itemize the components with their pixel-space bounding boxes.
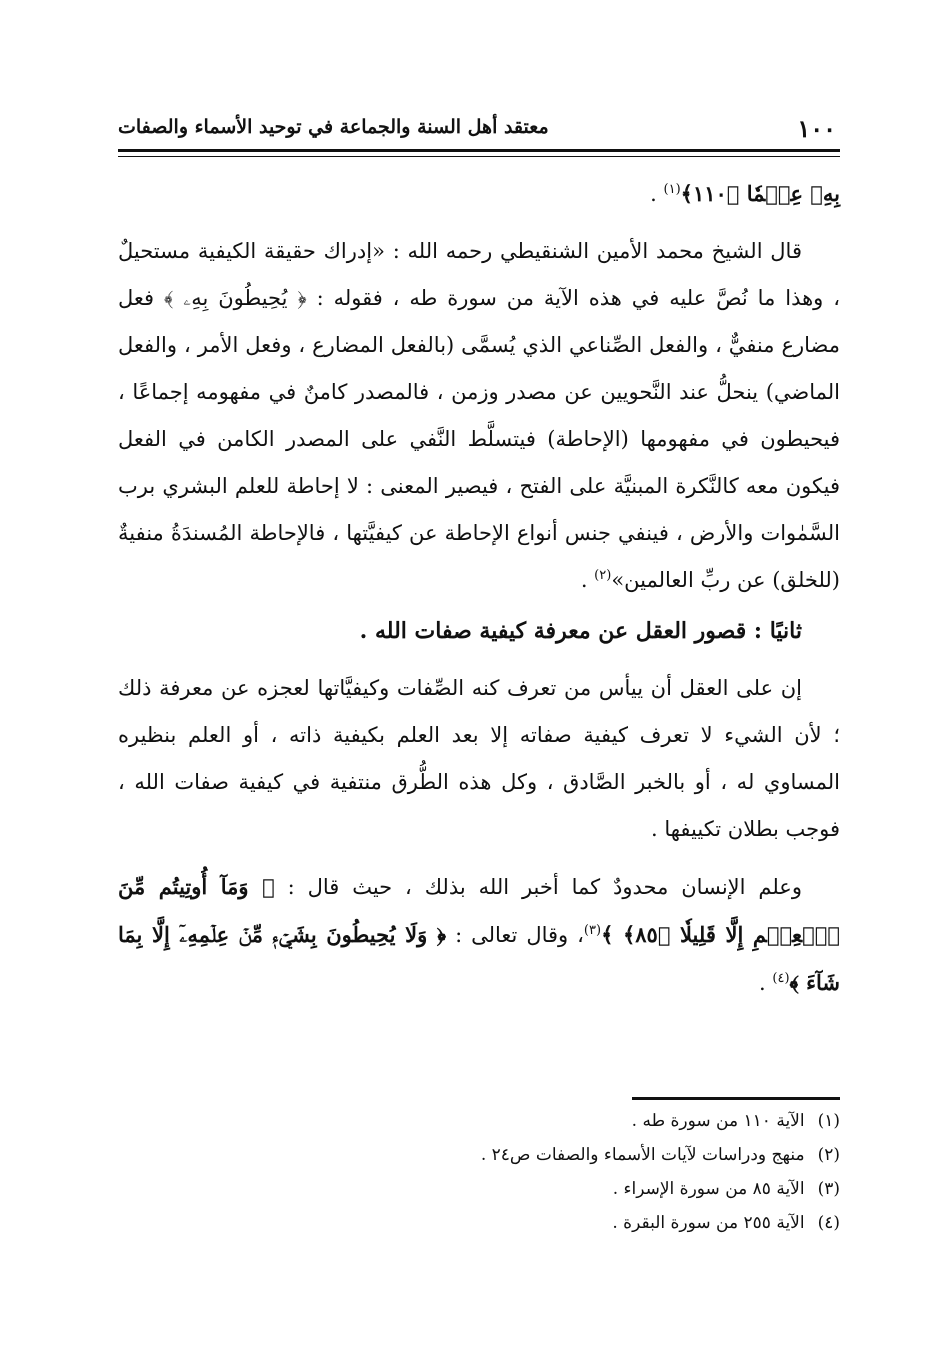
section-heading: ثانيًا : قصور العقل عن معرفة كيفية صفات الله . <box>359 618 802 644</box>
footnote-item <box>118 1172 840 1206</box>
footnote-text: منهج ودراسات لآيات الأسماء والصفات ص٢٤ . <box>480 1145 805 1165</box>
running-title: معتقد أهل السنة والجماعة في توحيد الأسماء والصفات <box>118 116 549 138</box>
footnotes <box>118 1104 840 1240</box>
paragraph-end: . <box>759 971 766 995</box>
body-text <box>118 170 840 1007</box>
footnote-ref-1: (١) <box>663 182 681 197</box>
paragraph-reason-limits: إن على العقل أن ييأس من تعرف كنه الصِّفات وكيفيَّاتها لعجزه عن معرفة ذلك ؛ لأن الشيء لا تعرف كيفية صفاته إلا بعد العلم بكيفية ذاته ، أو العلم بنظيره المساوي له ، أو بالخبر الصَّادق ، وكل هذه الطُّرق منتفية في كيفية صفات الله ، فوجب بطلان تكييفها . <box>118 676 840 841</box>
footnote-ref-4: (٤) <box>772 971 790 986</box>
page-header <box>118 108 840 148</box>
quran-fragment: بِهِۦ عِلۡمٗا ﴿١١٠﴾ <box>680 181 840 206</box>
footnote-text: الآية ٨٥ من سورة الإسراء . <box>612 1179 805 1199</box>
footnote-rule <box>632 1097 840 1100</box>
footnote-item <box>118 1138 840 1172</box>
footnote-item <box>118 1206 840 1240</box>
paragraph-text: قال الشيخ محمد الأمين الشنقيطي رحمه الله : «إدراك حقيقة الكيفية مستحيلٌ ، وهذا ما نُصَّ عليه في هذه الآية من سورة طه ، فقوله : ﴿ يُحِيطُونَ بِهِۦ ﴾ فعل مضارع منفيٌّ ، والفعل الصِّناعي الذي يُسمَّى (بالفعل المضارع ، وفعل الأمر ، والفعل الماضي) ينحلُّ عند النَّحويين عن مصدر وزمن ، فالمصدر كامنٌ في مفهومه إجماعًا ، فيحيطون في مفهومها (الإحاطة) فيتسلَّط النَّفي على المصدر الكامن في الفعل فيكون معه كالنَّكرة المبنيَّة على الفتح ، فيصير المعنى : لا إحاطة للعلم البشري برب السَّمٰوات والأرض ، فينفي جنس أنواع الإحاطة عن كيفيَّتها ، فالإحاطة المُسندَةُ منفيةٌ (للخلق) عن ربِّ العالمين» <box>118 239 840 592</box>
footnote-number: (٣) <box>817 1179 840 1199</box>
paragraph-human-knowledge <box>118 863 840 1007</box>
header-rule-thin <box>118 156 840 157</box>
footnote-ref-3: (٣) <box>583 923 602 938</box>
paragraph-text-a: وعلم الإنسان محدودٌ كما أخبر الله بذلك ، حيث قال : <box>287 875 802 899</box>
footnote-number: (١) <box>817 1111 840 1131</box>
footnote-item <box>118 1104 840 1138</box>
header-rule-thick <box>118 149 840 152</box>
page-number: ١٠٠ <box>797 114 836 143</box>
paragraph-text-b: ، وقال تعالى : <box>455 923 584 947</box>
footnote-text: الآية ٢٥٥ من سورة البقرة . <box>612 1213 805 1233</box>
quran-verse-baqara: ﴿ وَلَا يُحِيطُونَ بِشَيۡءٖ مِّنۡ عِلۡمِهِۦٓ إِلَّا بِمَا شَآءَ ﴾ <box>118 922 840 995</box>
paragraph-shinqiti-quote: قال الشيخ محمد الأمين الشنقيطي رحمه الله : «إدراك حقيقة الكيفية مستحيلٌ ، وهذا ما نُصَّ عليه في هذه الآية من سورة طه ، فقوله : ﴿ يُحِيطُونَ بِهِۦ ﴾ فعل مضارع منفيٌّ ، والفعل الصِّناعي الذي يُسمَّى (بالفعل المضارع ، وفعل الأمر ، والفعل الماضي) ينحلُّ عند النَّحويين عن مصدر وزمن ، فالمصدر كامنٌ في مفهومه إجماعًا ، فيحيطون في مفهومها (الإحاطة) فيتسلَّط النَّفي على المصدر الكامن في الفعل فيكون معه كالنَّكرة المبنيَّة على الفتح ، فيصير المعنى : لا إحاطة للعلم البشري برب السَّمٰوات والأرض ، فينفي جنس أنواع الإحاطة عن كيفيَّتها ، فالإحاطة المُسندَةُ منفيةٌ (للخلق) عن ربِّ العالمين»$^{(٢)}$ . <box>118 239 840 592</box>
footnote-ref-2: (٢) <box>594 568 612 583</box>
quran-verse-isra: ﴿ وَمَآ أُوتِيتُم مِّنَ ٱلۡعِلۡمِ إِلَّا قَلِيلٗا ﴿٨٥﴾ ﴾ <box>118 874 840 947</box>
footnote-text: الآية ١١٠ من سورة طه . <box>631 1111 805 1131</box>
footnote-number: (٢) <box>817 1145 840 1165</box>
footnote-number: (٤) <box>817 1213 840 1233</box>
verse-continuation: بِهِۦ عِلۡمٗا ﴿١١٠﴾$^{(١)}$ . <box>650 181 840 206</box>
